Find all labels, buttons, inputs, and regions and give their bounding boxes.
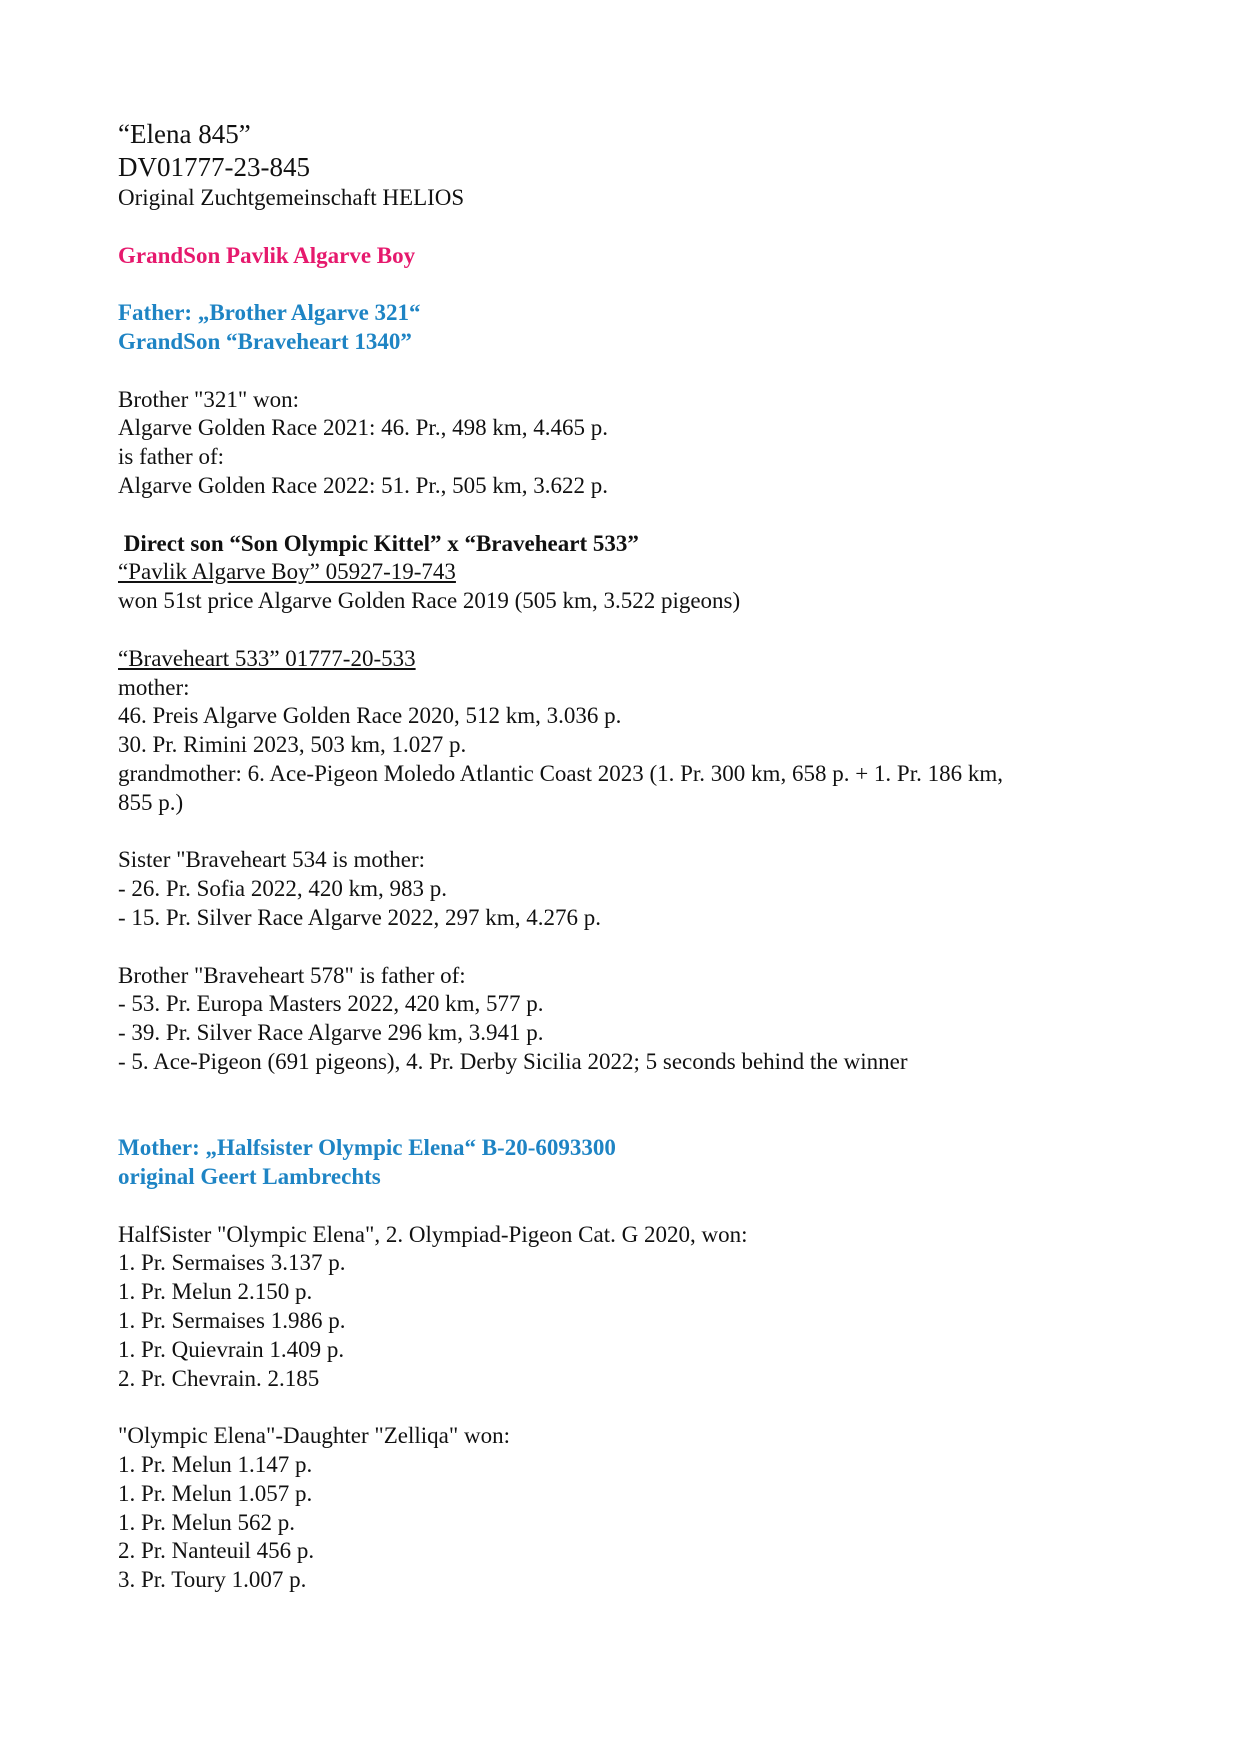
braveheart-line: 855 p.): [118, 789, 184, 815]
direct-son-heading: Direct son “Son Olympic Kittel” x “Braveheart 533”: [118, 530, 639, 556]
halfsister-line: 1. Pr. Quievrain 1.409 p.: [118, 1336, 345, 1362]
brother-line: - 5. Ace-Pigeon (691 pigeons), 4. Pr. Derby Sicilia 2022; 5 seconds behind the winner: [118, 1048, 908, 1074]
daughter-line: "Olympic Elena"-Daughter "Zelliqa" won:: [118, 1423, 511, 1449]
halfsister-line: HalfSister "Olympic Elena", 2. Olympiad-Pigeon Cat. G 2020, won:: [118, 1221, 748, 1247]
spacer: [118, 501, 1128, 530]
spacer: [118, 616, 1128, 645]
spacer: [118, 1077, 1128, 1135]
ring-number: DV01777-23-845: [118, 152, 310, 182]
sister-line: Sister "Braveheart 534 is mother:: [118, 847, 426, 873]
pavlik-title: “Pavlik Algarve Boy” 05927-19-743: [118, 559, 456, 585]
daughter-line: 1. Pr. Melun 562 p.: [118, 1509, 295, 1535]
braveheart-line: grandmother: 6. Ace-Pigeon Moledo Atlantic Coast 2023 (1. Pr. 300 km, 658 p. + 1. Pr. 186 km,: [118, 760, 1003, 786]
father-line: Brother "321" won:: [118, 386, 300, 412]
grandson-heading: GrandSon Pavlik Algarve Boy: [118, 242, 416, 268]
father-heading: Father: „Brother Algarve 321“: [118, 300, 421, 326]
braveheart-title: “Braveheart 533” 01777-20-533: [118, 645, 416, 671]
spacer: [118, 270, 1128, 299]
document-page: [118, 118, 1128, 1595]
sister-line: - 26. Pr. Sofia 2022, 420 km, 983 p.: [118, 876, 448, 902]
mother-heading: Mother: „Halfsister Olympic Elena“ B-20-6093300: [118, 1135, 616, 1161]
brother-line: - 53. Pr. Europa Masters 2022, 420 km, 577 p.: [118, 991, 544, 1017]
brother-line: - 39. Pr. Silver Race Algarve 296 km, 3.941 p.: [118, 1020, 544, 1046]
halfsister-line: 1. Pr. Sermaises 1.986 p.: [118, 1308, 346, 1334]
halfsister-line: 1. Pr. Sermaises 3.137 p.: [118, 1250, 346, 1276]
pavlik-result: won 51st price Algarve Golden Race 2019 (505 km, 3.522 pigeons): [118, 588, 741, 614]
pigeon-name: “Elena 845”: [118, 119, 251, 149]
spacer: [118, 213, 1128, 242]
daughter-line: 3. Pr. Toury 1.007 p.: [118, 1567, 307, 1593]
halfsister-line: 1. Pr. Melun 2.150 p.: [118, 1279, 313, 1305]
daughter-line: 2. Pr. Nanteuil 456 p.: [118, 1538, 315, 1564]
braveheart-line: 30. Pr. Rimini 2023, 503 km, 1.027 p.: [118, 732, 467, 758]
spacer: [118, 818, 1128, 847]
father-line: Algarve Golden Race 2022: 51. Pr., 505 km, 3.622 p.: [118, 472, 608, 498]
braveheart-line: mother:: [118, 674, 190, 700]
brother-line: Brother "Braveheart 578" is father of:: [118, 962, 466, 988]
spacer: [118, 1192, 1128, 1221]
father-line: Algarve Golden Race 2021: 46. Pr., 498 km, 4.465 p.: [118, 415, 608, 441]
braveheart-line: 46. Preis Algarve Golden Race 2020, 512 km, 3.036 p.: [118, 703, 622, 729]
daughter-line: 1. Pr. Melun 1.147 p.: [118, 1452, 313, 1478]
spacer: [118, 1393, 1128, 1422]
sister-line: - 15. Pr. Silver Race Algarve 2022, 297 km, 4.276 p.: [118, 904, 601, 930]
father-line: is father of:: [118, 444, 225, 470]
spacer: [118, 357, 1128, 386]
mother-subheading: original Geert Lambrechts: [118, 1164, 381, 1190]
origin-line: Original Zuchtgemeinschaft HELIOS: [118, 185, 465, 210]
father-subheading: GrandSon “Braveheart 1340”: [118, 328, 412, 354]
halfsister-line: 2. Pr. Chevrain. 2.185: [118, 1365, 320, 1391]
spacer: [118, 933, 1128, 962]
daughter-line: 1. Pr. Melun 1.057 p.: [118, 1480, 313, 1506]
